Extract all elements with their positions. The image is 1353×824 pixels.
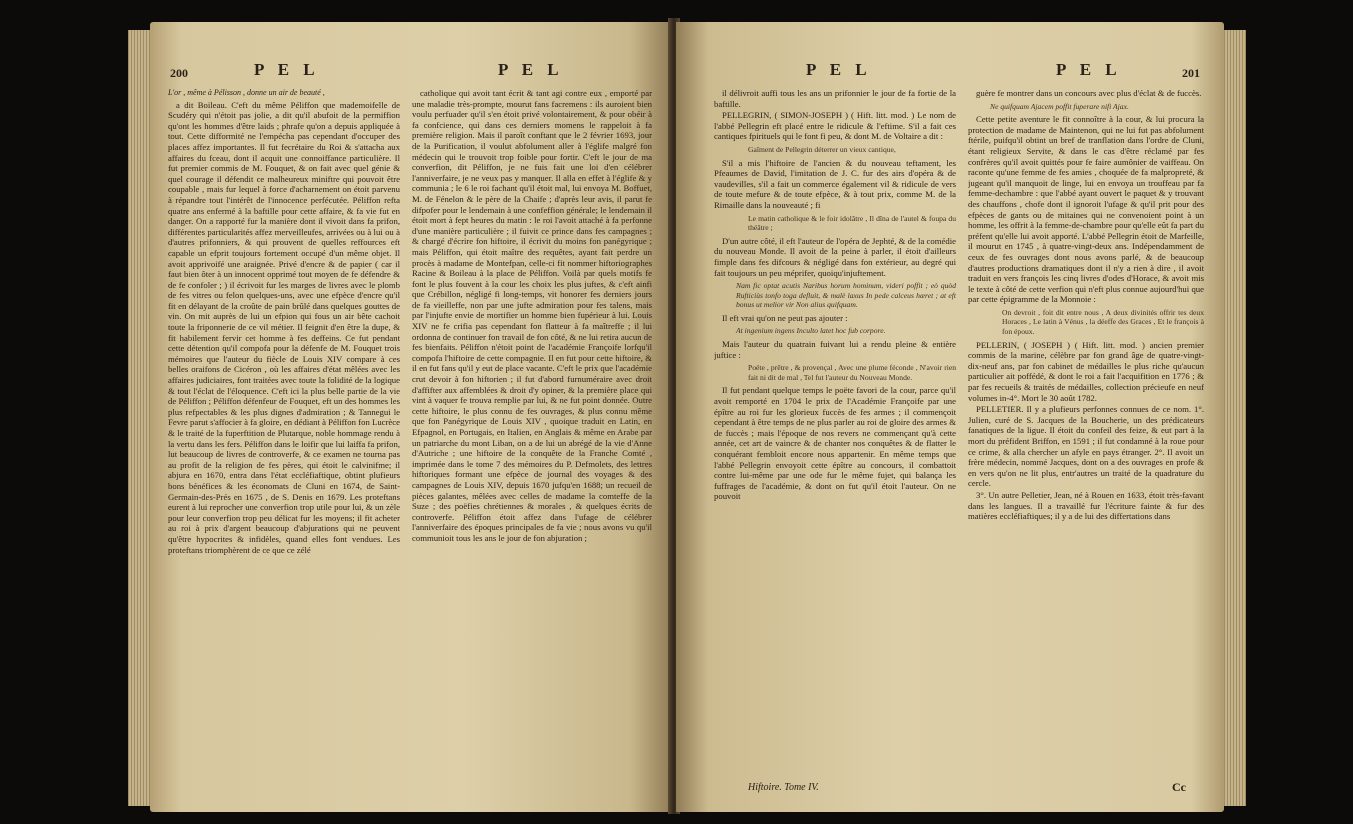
text-paragraph: 3°. Un autre Pelletier, Jean, né à Rouen en 1633, étoit très-favant dans les langues. Il a travaillé fur l'écriture fainte & fur des matières eccléfiaftiques; il y a de lui des differtations dans [968,489,1204,522]
right-column-2 [968,88,1204,778]
verse-block: On devroit , foit dit entre nous , A deux divinités offrir tes deux Horaces , Le latin à Vénus , la déeffe des Graces , Et le françois à fon époux. [1002,307,1204,337]
latin-quote: Nam fic optat acutis Naribus horum hominum, videri poffit ; eò quòd Rufticiùs tonfo toga defluit, & malè laxus In pede calceus hæret ; at eft bonus ut melior vir Non alius quifquam. [736,281,956,310]
text-paragraph: Il eft vrai qu'on ne peut pas ajouter : [722,312,848,323]
signature-mark: Cc [1172,780,1186,794]
right-page-number: 201 [1182,66,1200,80]
book-spread [8,8,1346,820]
text-paragraph: Il fut pendant quelque temps le poëte favori de la cour, parce qu'il avoit remporté en 1704 le prix de l'Académie Françoife par une épître au roi fur les glorieux fuccès de fes armes ; il commençoit cependant à être temps de ne plus parler au roi de gloire des armes & de fuccès ; mais l'époque de nos revers ne commençant qu'à cette année, cet art de vaincre & de chanter nos conquêtes & de flatter le conquérant fembloit encore nous appartenir. En même temps que l'abbé Pellegrin envoyoit cette épître au concours, il combattoit contre lui-même par une ode fur le même fujet, qui balança les fuffrages de l'académie, & dont on fut qu'il étoit l'auteur. On ne pouvoit [714,385,956,502]
text-paragraph: guère fe montrer dans un concours avec plus d'éclat & de fuccès. [976,88,1202,98]
text-paragraph: a dit Boileau. C'eft du même Péliffon que mademoifelle de Scudéry qui n'étoit pas jolie, a dit qu'il abufoit de la permiffion qu'ont les hommes d'être laids ; phrafe qu'on a depuis appliquée à tout. Cette difformité ne l'empécha pas cependant d'occuper des places affez importantes. Il fut fecrétaire du Roi & s'attacha aux affaires du fceau, dont il acquit une connoiffance particulière. Il fut premier commis de M. Fouquet, & on fait avec quel génie & quel courage il défendit ce malheureux miniftre qui pouvoit être coupable , mais fur lequel à force d'acharnement on étoit parvenu à répandre tout l'intérêt de l'innocence perfécutée. Péliffon refta quatre ans enfermé à la baftille pour cette affaire, & fa vie fut en danger. On a rapporté fur la manière dont il vivoit dans fa prifon, différentes particularités affez merveilleufes, arrivées ou à lui ou à d'autres prifonniers, & qui prouvent de quelles reffources eft capable un efprit toujours fortement occupé d'un même objet. Il avoit apprivoifé une araignée. Privé d'encre & de papier ( car il faut bien ôter à un innocent opprimé tout moyen de fe défendre & de fe confoler ; ) il écrivoit fur les marges de livres avec le plomb de fes vitres ou felon quelques-uns, avec une efpèce d'encre qu'il fit en délayant de la croûte de pain brûlé dans quelques gouttes de vin. On mit auprès de lui un efpion qui fous un air bête cachoit toute la friponnerie de ce vil métier. Il feignit d'en être la dupe, & fit habilement fervir cet homme à fes deffeins. Ce fut pendant cette détention qu'il compofa pour la défenfe de M. Fouquet trois mémoires que l'auteur du fiècle de Louis XIV compare à ces belles oraifons de Cicéron , où les affaires d'état mêlées avec les affaires judiciaires, font traitées avec toute la folidité de la logique & tout l'éclat de l'éloquence. C'eft ici la plus belle partie de la vie de Péliffon ; Péliffon défenfeur de Fouquet, eft un des hommes les plus refpectables & les plus dignes d'admiration ; & Tannegui le Fevre parut s'affocier à fa gloire, en dédiant à Péliffon fon Lucrèce & le traité de la fuperftition de Plutarque, noble hommage rendu à la vertu dans les fers. Péliffon dans le loifir que lui laiffa fa prifon, lut beaucoup de livres de controverfe, & ce examen ne tourna pas au profit de la religion de fes pères, qui étoit le calvinifme; il abjura en 1670, entra dans l'état eccléfiaftique, obtint plufieurs bons bénéfices & les économats de Cluni en 1674, de Saint-Germain-des-Prés en 1675 , de S. Denis en 1679. Les proteftans eurent à lui reprocher une converfion trop utile pour lui, & un zèle pour leur converfion trop peu délicat fur les moyens; il fit acheter au roi à prix d'argent beaucoup d'abjurations qui ne peuvent qu'être hypocrites & infidèles, quand elles font vendues. Les proteftans triomphèrent de ce que ce zélé [168,99,400,555]
left-header-col1: P E L [254,60,320,79]
page-edges-right [1224,30,1246,806]
text-paragraph: PELLEGRIN, ( SIMON-JOSEPH ) ( Hift. litt. mod. ) Le nom de l'abbé Pellegrin eft placé entre le ridicule & l'eftime. S'il a fait ces cantiques fpirituels qui le font fi peu, & dont M. de Voltaire a dit : [714,110,956,142]
latin-quote: At ingenium ingens Inculto latet hoc fub corpore. [736,326,886,336]
right-column-1 [714,88,956,778]
right-page [676,22,1224,812]
volume-footer: Hiftoire. Tome IV. [748,782,819,793]
left-header-col2: P E L [498,60,564,79]
verse-block: Le matin catholique & le foir idolâtre , Il dîna de l'autel & foupa du théâtre ; [748,213,956,233]
right-header-col1: P E L [806,60,872,79]
left-column-1 [168,88,400,800]
text-paragraph: catholique qui avoit tant écrit & tant agi contre eux , emporté par une maladie très-prompte, mourut fans facremens : ils auroient bien voulu perfuader qu'il s'en étoit privé volontairement, & pour obéir à fa confcience, qui dans ces derniers momens le rappeloit à fa première religion. Mais il paroît conftant que le 2 février 1693, jour de la Purification, il voulut abfolument aller à l'églife malgré fon médecin qui le trouvoit trop foible pour fortir. C'eft le jour de ma converfion, dit Péliffon, je ne fuis fait une loi d'en célébrer l'anniverfaire, je ne veux pas y manquer. Il alla en effet à l'églife & y communia ; le 6 le roi fachant qu'il étoit mal, lui envoya M. Boffuet, M. de Fénelon & le père de la Chaife ; d'après leur avis, il parut fe difpofer pour le lendemain à une confeffion générale; le lendemain il étoit mort à fept heures du matin : le roi l'avoit attaché à fa perfonne d'une manière particulière ; il fuivit ce prince dans fes campagnes ; & chargé d'écrire fon hiftoire, il écrivit du moins fon panégyrique ; mais Péliffon, qui étoit maître des requêtes, ayant fait perdre un procès à madame de Montefpan, celle-ci fit nommer hiftoriographes Racine & Boileau à la place de Péliffon. Voilà par quels motifs fe font le plus fouvent à la cour les choix les plus juftes, & c'eft ainfi que Crébillon, négligé fi long-temps, vit honorer fes derniers jours de fa vieilleffe, non par une jufte admiration pour fes talens, mais par l'injufte envie de mortifier un homme bien fupérieur à lui. Louis XIV ne fe crifia pas cependant fon flatteur à fa maîtreffe ; il lui ordonna de continuer fon travail de fon côté, & ne lui retira aucun de fes bienfaits. Péliffon n'étoit point de l'académie Françoife lorfqu'il compofa l'hiftoire de cette compagnie. Il en fut pour cette hiftoire, & il en fut fans qu'il y eut de place vacante. C'eft le prix que l'académie crut devoir à fon hiftorien ; il fut d'abord furnuméraire avec droit d'affifter aux affemblées & droit d'y opiner, & la première place qui vint à vaquer fe trouva remplie par lui, & ne fut point donnée. Outre cette hiftoire, le plus connu de fes ouvrages, & plus connu même que fon Panégyrique de Louis XIV , quoique traduit en Latin, en Efpagnol, en Portugais, en Italien, en Anglais & même en Arabe par un patriarche du mont Liban, on a de lui un abrégé de la vie d'Anne d'Autriche ; une hiftoire de la conquête de la Franche Comté , imprimée dans le tome 7 des mémoires du P. Defmolets, des lettres hiftoriques formant une efpèce de journal des voyages & des campagnes de Louis XIV, depuis 1670 jufqu'en 1688; un recueil de pièces galantes, mêlées avec celles de madame la comteffe de la Suze ; des poëfies chrétiennes & morales , & quelques écrits de controverfe. Péliffon étoit affez dans l'ufage de célébrer l'anniverfaire des époques principales de fa vie ; nous avons vu qu'il communioit tous les ans le jour de fon abjuration ; [412,88,652,543]
verse-block: Poëte , prêtre , & provençal , Avec une plume féconde , N'avoir rien fait ni dit de mal , Tel fut l'auteur du Nouveau Monde. [748,363,956,382]
verse-line: L'or , même à Pélisson , donne un air de beauté , [168,88,325,97]
text-paragraph: il délivroit auffi tous les ans un prifonnier le jour de fa fortie de la baftille. [714,88,956,109]
right-header-col2: P E L [1056,60,1122,79]
verse-block: Gaîment de Pellegrin déterrer un vieux cantique, [748,144,896,154]
left-page [150,22,672,812]
text-paragraph: PELLETIER. Il y a plufieurs perfonnes connues de ce nom. 1°. Julien, curé de S. Jacques de la Boucherie, un des prédicateurs fanatiques de la ligue. Il étoit du confeil des feize, & eut part à la mort du préfident Briffon, en 1591 ; il fut condamné à la roue pour ce crime, & alla chercher un afyle en pays étranger. 2°. Il avoit un frère médecin, nommé Jacques, dont on a des ouvrages en profe & en vers qu'on ne lit plus, entr'autres un traité de la quadrature du cercle. [968,404,1204,489]
left-column-2 [412,88,652,800]
text-paragraph: D'un autre côté, il eft l'auteur de l'opéra de Jephté, & de la comédie du nouveau Monde. Il avoit de la peine à parler, il étoit d'ailleurs fimple dans fes difcours & négligé dans fon extérieur, au degré qui fait toujours un peu méprifer, quoiqu'injuftement. [714,235,956,278]
text-paragraph: PELLERIN, ( JOSEPH ) ( Hift. litt. mod. ) ancien premier commis de la marine, célèbre par fon grand âge de quatre-vingt-dix-neuf ans, par fon cabinet de médailles le plus riche qu'aucun particulier ait poffédé, & dont le roi a fait l'acquifition en 1776 ; & par fes recueils & traités de médailles, collection précieufe en neuf volumes in-4°. Mort le 30 août 1782. [968,339,1204,403]
text-paragraph: Mais l'auteur du quatrain fuivant lui a rendu pleine & entière juftice : [714,339,956,360]
page-edges-left [128,30,150,806]
text-paragraph: S'il a mis l'hiftoire de l'ancien & du nouveau teftament, les Pfeaumes de David, l'imitation de J. C. fur des airs d'opéra & de vaudevilles, s'il a fait un commerce également vil & ridicule de vers de toute mefure & de toute efpèce, & à tout prix, comme M. de la Rimaille dans la nouveauté ; fi [714,157,956,210]
left-page-number: 200 [170,66,188,80]
text-paragraph: Cette petite aventure le fit connoître à la cour, & lui procura la protection de madame de Maintenon, qui ne lui fut pas abfolument ftérile, puifqu'il obtint un bref de tranflation dans l'ordre de Cluni, étant religieux Servite, & dans le cas d'être réclamé par fes confrères qu'il avoit quittés pour fe faire aumônier de vaiffeau. On raconte qu'une femme de fes amies , choquée de fa malpropreté, & jugeant qu'il manquoit de linge, lui en envoya un trouffeau par fa femme-dechambre : que l'abbé ayant ouvert le paquet & y trouvant des chauffons , chofe dont il ignoroit l'ufage & qu'il prit pour des efpèces de gants ou de mitaines qui ne convenoient point à un homme, les offrit à la femme-de-chambre pour qu'elle eût fa part du préfent qu'elle lui avoit apporté. L'abbé Pellegrin étoit de Marfeille, il mourut en 1745 , à quatre-vingt-deux ans. Indépendamment de ceux de fes ouvrages dont nous avons parlé, & de beaucoup d'autres productions dramatiques dont il n'y a rien à dire , il avoit traduit en vers françois les cinq livres d'odes d'Horace, & avoit mis le texte à côté de cette verfion qui n'eft plus connue aujourd'hui que par cette épigramme de la Monnoie : [968,114,1204,305]
latin-quote: Ne quifquam Ajacem poffit fuperare nifi Ajax. [990,101,1129,111]
